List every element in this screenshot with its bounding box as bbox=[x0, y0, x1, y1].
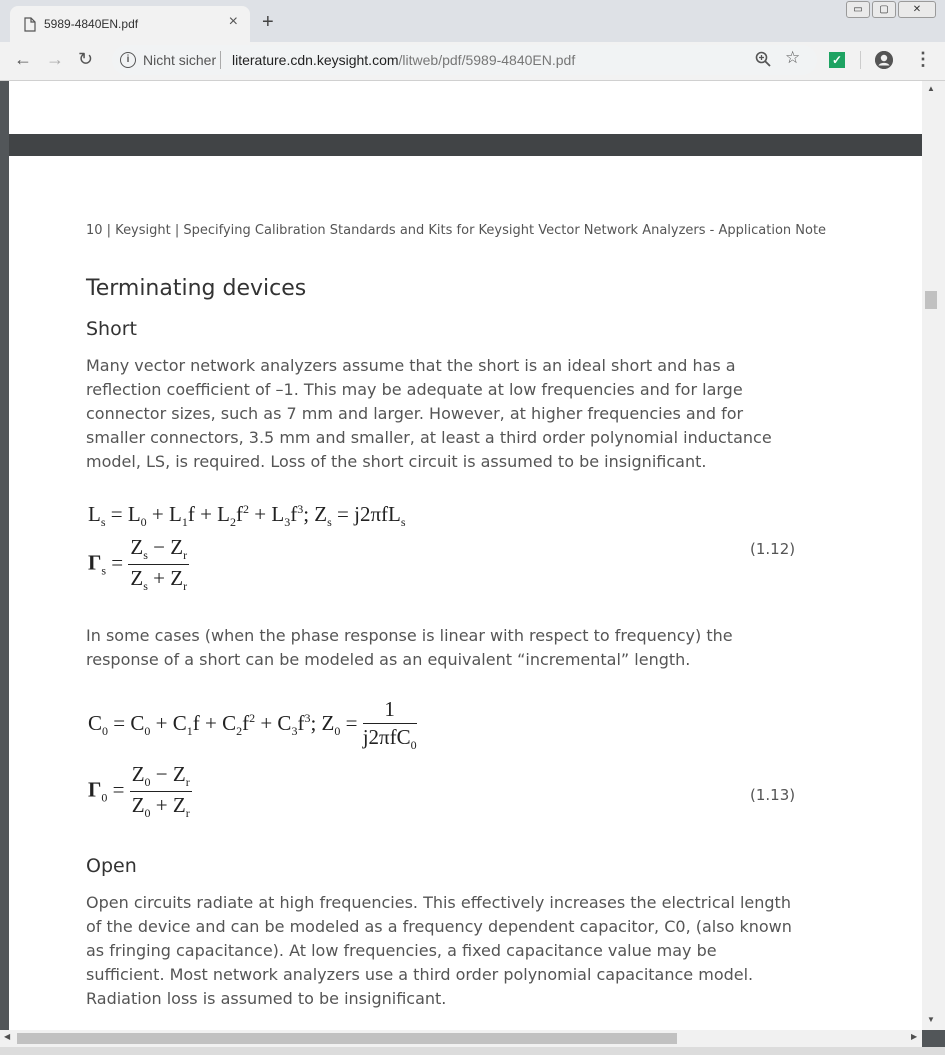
scroll-up-icon[interactable]: ▲ bbox=[927, 84, 935, 93]
url-host: literature.cdn.keysight.com bbox=[232, 52, 399, 68]
bookmark-star-icon[interactable]: ☆ bbox=[785, 48, 801, 67]
page-gap bbox=[9, 134, 922, 156]
scroll-right-icon[interactable]: ▶ bbox=[911, 1032, 918, 1041]
section-title: Terminating devices bbox=[86, 276, 307, 301]
scroll-down-icon[interactable]: ▼ bbox=[927, 1015, 935, 1024]
short-paragraph: Many vector network analyzers assume that the short is an ideal short and has a reflection coefficient of –1. This may be adequate at low frequencies and for large connector sizes, such as 7 mm and larger. However, at higher frequencies and for smaller connectors, 3.5 mm and smaller, at least a third order polynomial inductance model, LS, is required. Loss of the short circuit is assumed to be insignificant. bbox=[86, 356, 772, 471]
maximize-button[interactable]: ▢ bbox=[872, 1, 896, 18]
url-text[interactable] bbox=[232, 52, 575, 68]
profile-avatar-icon[interactable] bbox=[875, 51, 893, 69]
vertical-scroll-thumb[interactable] bbox=[925, 291, 937, 309]
horizontal-scroll-thumb[interactable] bbox=[17, 1033, 677, 1044]
back-button[interactable]: ← bbox=[14, 49, 32, 69]
reload-button[interactable]: ↻ bbox=[78, 49, 94, 69]
new-tab-button[interactable]: + bbox=[262, 11, 274, 33]
equation-inductance: $L_s = L_0 + L_1f + L_2f^2 + L_3f^3$; $Z_s = j2\pi fL_s$ bbox=[88, 502, 406, 530]
vertical-scrollbar[interactable] bbox=[922, 81, 945, 1030]
url-path: /litweb/pdf/5989-4840EN.pdf bbox=[398, 52, 576, 68]
tab-close-icon[interactable]: × bbox=[228, 13, 238, 30]
short-heading: Short bbox=[86, 318, 137, 340]
page-header: 10 | Keysight | Specifying Calibration Standards and Kits for Keysight Vector Network Analyzers - Application Note bbox=[86, 223, 827, 238]
close-window-button[interactable]: ✕ bbox=[898, 1, 936, 18]
horizontal-scrollbar[interactable] bbox=[0, 1030, 922, 1047]
scroll-left-icon[interactable]: ◀ bbox=[4, 1032, 11, 1041]
zoom-icon[interactable] bbox=[755, 51, 771, 67]
toolbar-separator bbox=[860, 51, 861, 69]
extension-check-icon[interactable]: ✓ bbox=[829, 52, 845, 68]
open-paragraph: Open circuits radiate at high frequencies. This effectively increases the electrical length of the device and can be modeled as a frequency dependent capacitor, C0, (also known as fringing capacitance). At low frequencies, a fixed capacitance value may be sufficient. Most network analyzers use a third order polynomial capacitance model. Radiation loss is assumed to be insignificant. bbox=[86, 893, 792, 1008]
info-icon[interactable]: i bbox=[120, 52, 136, 68]
open-heading: Open bbox=[86, 855, 137, 877]
equation-gamma-open: $\Gamma_0$ = $\frac{Z_0 - Z_r}{Z_0 + Z_r}$ bbox=[88, 762, 190, 821]
tab-title: 5989-4840EN.pdf bbox=[44, 17, 139, 31]
browser-menu-icon[interactable]: ⋮ bbox=[914, 49, 932, 69]
equation-number-1-12: (1.12) bbox=[750, 540, 796, 558]
browser-toolbar bbox=[0, 0, 945, 81]
document-icon bbox=[24, 17, 36, 32]
tab-strip bbox=[0, 0, 945, 42]
address-bar[interactable] bbox=[112, 45, 817, 75]
equation-gamma-short: $\Gamma_s$ = $\frac{Z_s - Z_r}{Z_s + Z_r}$ bbox=[88, 535, 188, 594]
forward-button[interactable]: → bbox=[46, 49, 64, 69]
security-label[interactable]: Nicht sicher bbox=[143, 52, 217, 68]
tab-pdf[interactable] bbox=[10, 6, 250, 42]
window-bottom-edge bbox=[0, 1047, 945, 1055]
equation-capacitance: $C_0 = C_0 + C_1f + C_2f^2 + C_3f^3$; $Z_0$ = $\frac{1}{j2\pi fC_0}$ bbox=[88, 697, 417, 753]
previous-page bbox=[9, 81, 922, 134]
equation-number-1-13: (1.13) bbox=[750, 786, 796, 804]
incremental-paragraph: In some cases (when the phase response is linear with respect to frequency) the response of a short can be modeled as an equivalent “incremental” length. bbox=[86, 626, 733, 669]
minimize-button[interactable]: ▭ bbox=[846, 1, 870, 18]
address-separator bbox=[220, 51, 221, 69]
